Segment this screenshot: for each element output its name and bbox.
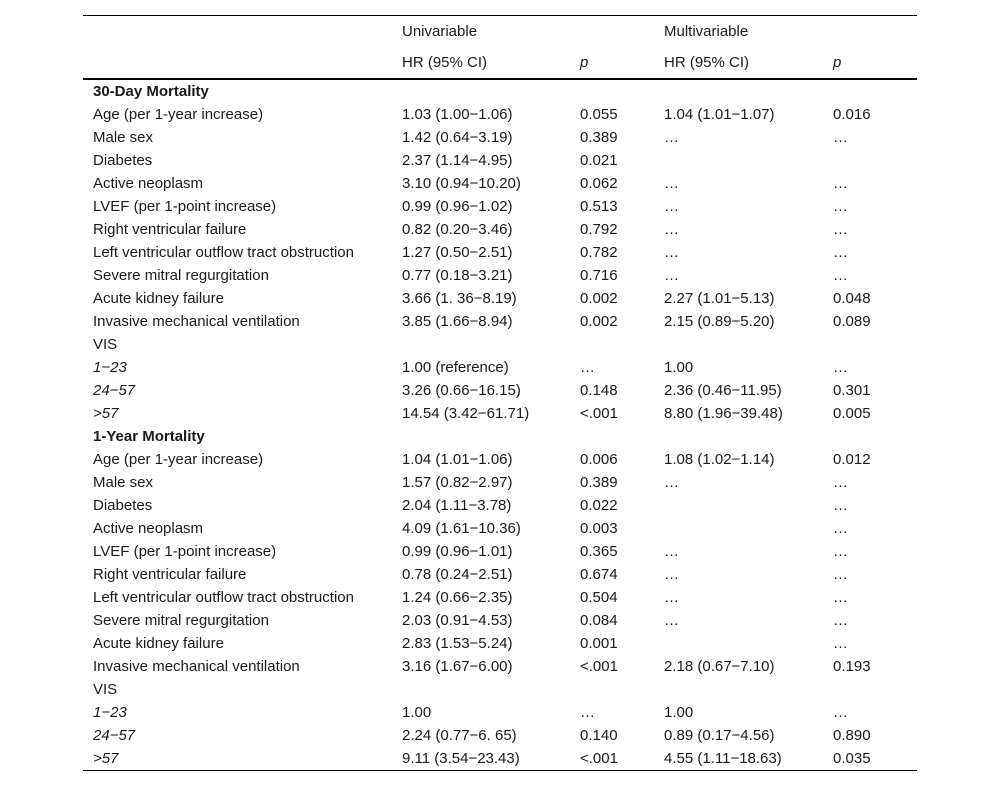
header-blank (83, 16, 402, 48)
row-label: LVEF (per 1-point increase) (93, 543, 277, 560)
univariable-p-cell: 0.021 (580, 152, 618, 169)
multivariable-p-cell: … (833, 635, 848, 652)
multivariable-hr-cell: … (664, 543, 679, 560)
univariable-hr-cell: 0.99 (0.96−1.02) (402, 198, 513, 215)
multivariable-hr-cell: … (664, 267, 679, 284)
table-row (83, 195, 917, 218)
mortality-table (83, 15, 917, 771)
row-label: Age (per 1-year increase) (93, 106, 264, 123)
univariable-p-cell (580, 79, 664, 103)
univariable-p-cell: 0.084 (580, 612, 618, 629)
univariable-hr-cell: 2.04 (1.11−3.78) (402, 497, 512, 514)
multivariable-p-cell (833, 425, 917, 448)
table-row (83, 494, 917, 517)
univariable-p-cell: 0.003 (580, 520, 618, 537)
univariable-p-cell: 0.389 (580, 474, 618, 491)
multivariable-p-cell: … (833, 221, 848, 238)
univariable-p-cell: 0.504 (580, 589, 618, 606)
univariable-hr-cell: 0.78 (0.24−2.51) (402, 566, 513, 583)
row-label: VIS (93, 681, 118, 698)
univariable-hr-cell: 4.09 (1.61−10.36) (402, 520, 521, 537)
univariable-p-cell: 0.716 (580, 267, 618, 284)
multivariable-p-cell: … (833, 612, 848, 629)
univariable-hr-cell: 2.37 (1.14−4.95) (402, 152, 513, 169)
univariable-p-cell: 0.001 (580, 635, 618, 652)
univariable-hr-cell: 1.42 (0.64−3.19) (402, 129, 513, 146)
univariable-hr-cell (402, 79, 580, 103)
row-label: Left ventricular outflow tract obstruction (93, 244, 354, 261)
multivariable-p-cell (833, 333, 917, 356)
multivariable-p-cell: 0.035 (833, 747, 917, 771)
table-body (83, 79, 917, 771)
multivariable-hr-cell: 1.00 (664, 704, 694, 721)
row-label: 1−23 (93, 359, 127, 376)
multivariable-hr-cell: 2.15 (0.89−5.20) (664, 313, 775, 330)
univariable-hr-cell: 0.77 (0.18−3.21) (402, 267, 513, 284)
row-label: Left ventricular outflow tract obstruction (93, 589, 354, 606)
table-row (83, 517, 917, 540)
multivariable-hr-cell: … (664, 589, 679, 606)
multivariable-p-cell: … (833, 474, 848, 491)
multivariable-p-cell: … (833, 244, 848, 261)
header-blank-4 (83, 47, 402, 79)
row-label: LVEF (per 1-point increase) (93, 198, 277, 215)
multivariable-p-cell: … (833, 267, 848, 284)
univariable-p-cell: <.001 (580, 405, 618, 422)
univariable-hr-cell (402, 678, 580, 701)
univariable-hr-cell (402, 425, 580, 448)
multivariable-p-cell: 0.012 (833, 451, 871, 468)
table-row (83, 218, 917, 241)
multivariable-p-cell: … (833, 175, 848, 192)
multivariable-hr-cell: … (664, 474, 679, 491)
multivariable-hr-cell (664, 494, 833, 517)
multivariable-hr-cell: 1.08 (1.02−1.14) (664, 451, 775, 468)
univariable-hr-cell: 3.85 (1.66−8.94) (402, 313, 513, 330)
univariable-p-cell (580, 425, 664, 448)
univariable-p-cell: 0.674 (580, 566, 618, 583)
multivariable-hr-cell (664, 425, 833, 448)
univariable-hr-cell: 1.00 (402, 704, 432, 721)
row-label: Right ventricular failure (93, 566, 247, 583)
univariable-hr-cell: 3.16 (1.67−6.00) (402, 658, 513, 675)
multivariable-p-cell: … (833, 198, 848, 215)
multivariable-hr-cell: … (664, 175, 679, 192)
univariable-p-cell: … (580, 704, 595, 721)
table-row (83, 471, 917, 494)
header-group-row (83, 16, 917, 48)
univariable-hr-cell: 14.54 (3.42−61.71) (402, 405, 530, 422)
multivariable-p-cell: … (833, 543, 848, 560)
multivariable-hr-cell (664, 149, 833, 172)
univariable-p-cell: 0.513 (580, 198, 618, 215)
table-row (83, 126, 917, 149)
header-multivariable: Multivariable (664, 16, 833, 48)
table-row (83, 678, 917, 701)
univariable-p-cell: 0.140 (580, 727, 618, 744)
row-label: Right ventricular failure (93, 221, 247, 238)
univariable-hr-cell: 0.99 (0.96−1.01) (402, 543, 513, 560)
multivariable-p-cell: … (833, 589, 848, 606)
table-row (83, 655, 917, 678)
multivariable-hr-cell: 2.27 (1.01−5.13) (664, 290, 775, 307)
multivariable-hr-cell (664, 517, 833, 540)
table-row (83, 103, 917, 126)
multivariable-hr-cell: … (664, 612, 679, 629)
row-label: Active neoplasm (93, 175, 204, 192)
row-label: Diabetes (93, 497, 153, 514)
multivariable-hr-cell: 4.55 (1.11−18.63) (664, 747, 833, 771)
multivariable-hr-cell (664, 678, 833, 701)
multivariable-p-cell: 0.016 (833, 106, 871, 123)
univariable-hr-cell: 1.24 (0.66−2.35) (402, 589, 513, 606)
section-header-row (83, 425, 917, 448)
header-multivariable-p: p (833, 47, 917, 79)
header-univariable-p: p (580, 47, 664, 79)
multivariable-p-cell (833, 79, 917, 103)
row-label: Severe mitral regurgitation (93, 267, 269, 284)
row-label: >57 (83, 747, 402, 771)
multivariable-p-cell: … (833, 520, 848, 537)
multivariable-p-cell: … (833, 359, 848, 376)
univariable-p-cell: 0.002 (580, 290, 618, 307)
univariable-p-cell: 0.792 (580, 221, 618, 238)
multivariable-p-cell (833, 678, 917, 701)
row-label: Invasive mechanical ventilation (93, 658, 300, 675)
univariable-hr-cell: 2.83 (1.53−5.24) (402, 635, 513, 652)
univariable-p-cell: 0.148 (580, 382, 618, 399)
multivariable-hr-cell: … (664, 221, 679, 238)
header-multivariable-hr: HR (95% CI) (664, 47, 833, 79)
row-label: Age (per 1-year increase) (93, 451, 264, 468)
table-row (83, 172, 917, 195)
univariable-hr-cell: 1.04 (1.01−1.06) (402, 451, 513, 468)
univariable-p-cell (580, 333, 664, 356)
multivariable-p-cell (833, 149, 917, 172)
row-label: 24−57 (93, 727, 136, 744)
univariable-p-cell: … (580, 359, 595, 376)
table-row (83, 448, 917, 471)
univariable-p-cell: 0.022 (580, 497, 618, 514)
multivariable-p-cell: 0.193 (833, 658, 871, 675)
section-header-row (83, 79, 917, 103)
table-header (83, 16, 917, 80)
table-row (83, 333, 917, 356)
row-label: 30-Day Mortality (93, 83, 209, 100)
univariable-p-cell: <.001 (580, 658, 618, 675)
univariable-hr-cell: 1.27 (0.50−2.51) (402, 244, 513, 261)
univariable-p-cell: 0.002 (580, 313, 618, 330)
row-label: VIS (93, 336, 118, 353)
table-row (83, 563, 917, 586)
row-label: Acute kidney failure (93, 290, 224, 307)
univariable-p-cell: 0.365 (580, 543, 618, 560)
row-label: Male sex (93, 474, 154, 491)
multivariable-p-cell: 0.890 (833, 727, 871, 744)
multivariable-hr-cell: 1.00 (664, 359, 694, 376)
univariable-hr-cell: 3.26 (0.66−16.15) (402, 382, 521, 399)
univariable-hr-cell: 0.82 (0.20−3.46) (402, 221, 513, 238)
multivariable-p-cell: 0.301 (833, 382, 871, 399)
row-label: Acute kidney failure (93, 635, 224, 652)
table-row (83, 356, 917, 379)
univariable-p-cell: 0.055 (580, 106, 618, 123)
row-label: Diabetes (93, 152, 153, 169)
univariable-p-cell: <.001 (580, 747, 664, 771)
header-univariable-hr: HR (95% CI) (402, 47, 580, 79)
univariable-hr-cell: 1.00 (reference) (402, 359, 509, 376)
row-label: Invasive mechanical ventilation (93, 313, 300, 330)
multivariable-hr-cell: … (664, 566, 679, 583)
multivariable-hr-cell: … (664, 244, 679, 261)
multivariable-p-cell: … (833, 566, 848, 583)
table-row (83, 609, 917, 632)
row-label: 1-Year Mortality (93, 428, 205, 445)
header-blank-2 (580, 16, 664, 48)
univariable-hr-cell: 2.24 (0.77−6. 65) (402, 727, 517, 744)
header-column-row (83, 47, 917, 79)
multivariable-p-cell: 0.048 (833, 290, 871, 307)
multivariable-hr-cell: … (664, 198, 679, 215)
multivariable-p-cell: … (833, 129, 848, 146)
table-row (83, 310, 917, 333)
row-label: Active neoplasm (93, 520, 204, 537)
multivariable-p-cell: … (833, 497, 848, 514)
header-univariable: Univariable (402, 16, 580, 48)
row-label: 1−23 (93, 704, 127, 721)
univariable-hr-cell: 2.03 (0.91−4.53) (402, 612, 513, 629)
univariable-p-cell: 0.006 (580, 451, 618, 468)
multivariable-hr-cell: 2.18 (0.67−7.10) (664, 658, 775, 675)
univariable-hr-cell (402, 333, 580, 356)
table-row (83, 149, 917, 172)
table-row (83, 241, 917, 264)
table-row (83, 632, 917, 655)
table-row (83, 402, 917, 425)
multivariable-hr-cell: … (664, 129, 679, 146)
univariable-p-cell: 0.389 (580, 129, 618, 146)
univariable-hr-cell: 9.11 (3.54−23.43) (402, 747, 580, 771)
univariable-hr-cell: 1.03 (1.00−1.06) (402, 106, 513, 123)
table-row (83, 747, 917, 771)
row-label: Male sex (93, 129, 154, 146)
multivariable-p-cell: … (833, 704, 848, 721)
row-label: Severe mitral regurgitation (93, 612, 269, 629)
multivariable-hr-cell: 0.89 (0.17−4.56) (664, 727, 775, 744)
multivariable-hr-cell (664, 632, 833, 655)
multivariable-hr-cell (664, 333, 833, 356)
multivariable-hr-cell: 8.80 (1.96−39.48) (664, 405, 783, 422)
table-row (83, 701, 917, 724)
multivariable-p-cell: 0.089 (833, 313, 871, 330)
table-row (83, 379, 917, 402)
table-row (83, 586, 917, 609)
row-label: >57 (93, 405, 119, 422)
table-row (83, 724, 917, 747)
multivariable-hr-cell: 1.04 (1.01−1.07) (664, 106, 775, 123)
multivariable-p-cell: 0.005 (833, 405, 871, 422)
univariable-hr-cell: 3.10 (0.94−10.20) (402, 175, 521, 192)
univariable-p-cell: 0.782 (580, 244, 618, 261)
univariable-p-cell: 0.062 (580, 175, 618, 192)
univariable-hr-cell: 3.66 (1. 36−8.19) (402, 290, 517, 307)
header-blank-3 (833, 16, 917, 48)
table-row (83, 540, 917, 563)
table-row (83, 264, 917, 287)
univariable-p-cell (580, 678, 664, 701)
multivariable-hr-cell: 2.36 (0.46−11.95) (664, 382, 782, 399)
univariable-hr-cell: 1.57 (0.82−2.97) (402, 474, 513, 491)
table-row (83, 287, 917, 310)
row-label: 24−57 (93, 382, 136, 399)
multivariable-hr-cell (664, 79, 833, 103)
